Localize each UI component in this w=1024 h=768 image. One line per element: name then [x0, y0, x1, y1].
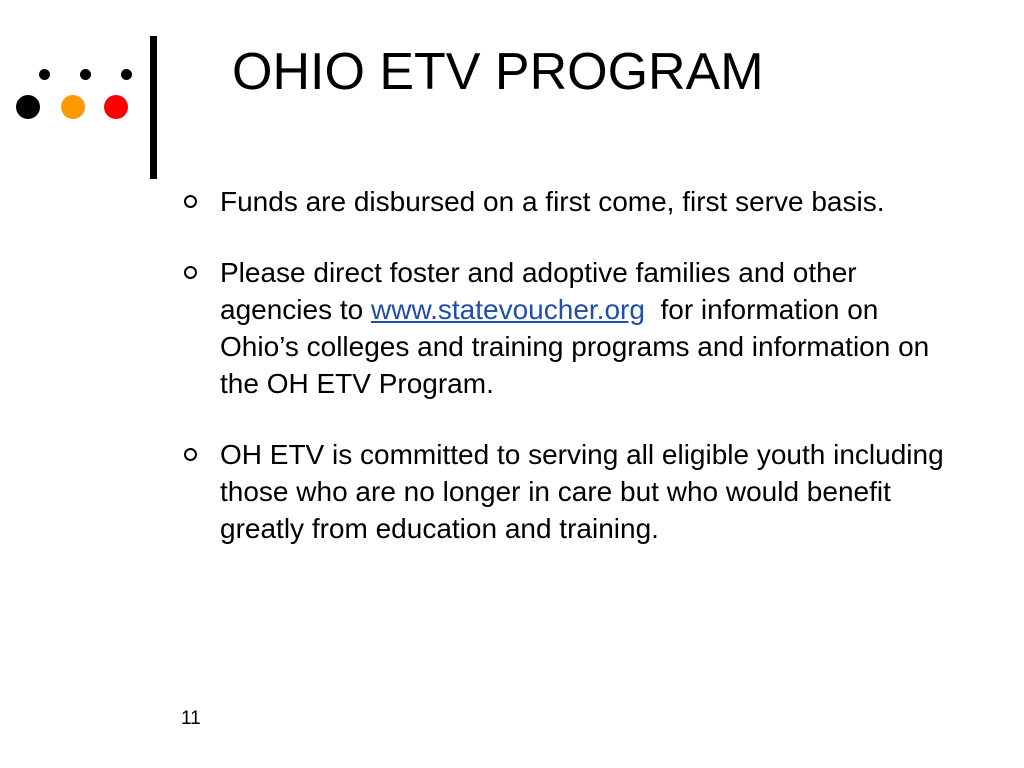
title-divider-line [150, 36, 157, 179]
slide-title: OHIO ETV PROGRAM [232, 43, 764, 101]
red-dot-icon [104, 95, 128, 119]
bullet-item [183, 254, 953, 402]
bullet-item [183, 436, 953, 547]
circle-bullet-icon [184, 266, 197, 279]
black-dot-icon [16, 95, 40, 119]
orange-dot-icon [61, 95, 85, 119]
decorative-small-dot [80, 69, 91, 80]
bullet-text-after-link: for information on Ohio’s colleges and training programs and information on the OH ETV Program. [220, 294, 938, 399]
bullet-list [183, 183, 953, 581]
statevoucher-link[interactable]: www.statevoucher.org [371, 294, 645, 325]
bullet-text-before-link: Please direct foster and adoptive families and other agencies to [220, 257, 857, 325]
circle-bullet-icon [184, 448, 197, 461]
decorative-small-dot [121, 69, 132, 80]
circle-bullet-icon [184, 195, 197, 208]
slide-number: 11 [181, 708, 201, 729]
bullet-item [183, 183, 953, 220]
bullet-text: OH ETV is committed to serving all eligible youth including those who are no longer in care but who would benefit greatly from education and training. [220, 439, 944, 544]
decorative-small-dot [39, 69, 50, 80]
bullet-text: Funds are disbursed on a first come, first serve basis. [220, 186, 885, 217]
